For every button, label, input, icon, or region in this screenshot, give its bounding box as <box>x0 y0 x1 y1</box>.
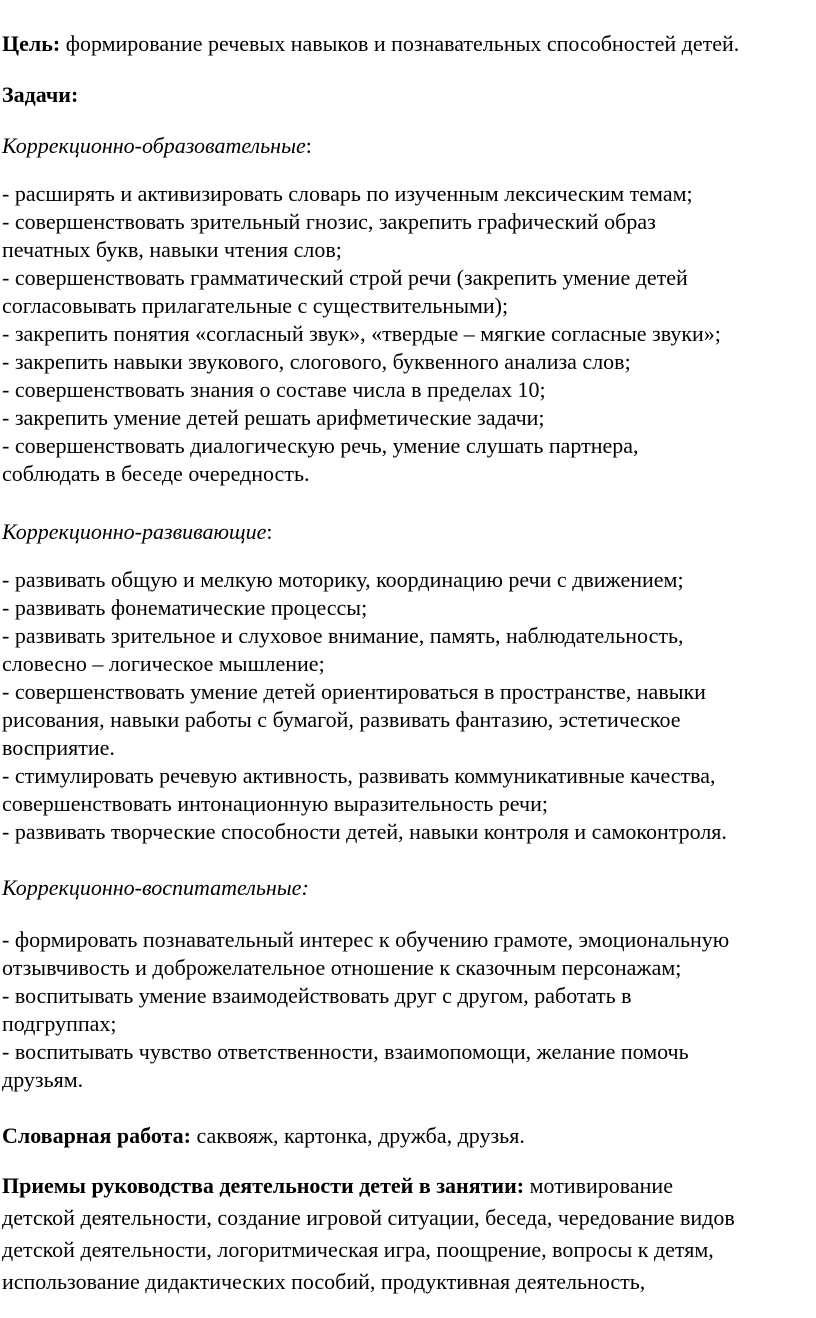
methods-label: Приемы руководства деятельности детей в занятии: <box>2 1173 525 1198</box>
list-item: - воспитывать чувство ответственности, взаимопомощи, желание помочь <box>2 1039 689 1064</box>
list-item: - стимулировать речевую активность, развивать коммуникативные качества, <box>2 763 716 788</box>
list-item: - закрепить навыки звукового, слогового, буквенного анализа слов; <box>2 349 631 374</box>
list-item: - совершенствовать умение детей ориентироваться в пространстве, навыки <box>2 679 706 704</box>
vocabulary-text: саквояж, картонка, дружба, друзья. <box>190 1123 525 1148</box>
correction-educational-heading-line <box>2 132 312 160</box>
list-item: печатных букв, навыки чтения слов; <box>2 237 342 262</box>
list-item: рисования, навыки работы с бумагой, развивать фантазию, эстетическое <box>2 707 681 732</box>
list-item: - совершенствовать знания о составе числа в пределах 10; <box>2 377 546 402</box>
list-item: - закрепить понятия «согласный звук», «твердые – мягкие согласные звуки»; <box>2 321 721 346</box>
goal-text: формирование речевых навыков и познавательных способностей детей. <box>60 31 740 56</box>
correction-educational-colon: : <box>305 133 312 158</box>
list-item: детской деятельности, создание игровой ситуации, беседа, чередование видов <box>2 1205 735 1230</box>
list-item: - закрепить умение детей решать арифметические задачи; <box>2 405 545 430</box>
list-item: отзывчивость и доброжелательное отношение к сказочным персонажам; <box>2 955 682 980</box>
methods-line <box>2 1172 673 1200</box>
list-item: восприятие. <box>2 735 115 760</box>
list-item: подгруппах; <box>2 1011 117 1036</box>
vocabulary-line <box>2 1122 525 1150</box>
list-item: - расширять и активизировать словарь по изученным лексическим темам; <box>2 181 693 206</box>
list-item: - совершенствовать диалогическую речь, умение слушать партнера, <box>2 433 639 458</box>
goal-line <box>2 30 739 58</box>
list-item: - воспитывать умение взаимодействовать друг с другом, работать в <box>2 983 632 1008</box>
list-item: детской деятельности, логоритмическая игра, поощрение, вопросы к детям, <box>2 1237 714 1262</box>
vocabulary-label: Словарная работа: <box>2 1123 191 1148</box>
methods-text: мотивирование <box>524 1173 673 1198</box>
list-item: - развивать фонематические процессы; <box>2 595 368 620</box>
list-item: - совершенствовать зрительный гнозис, закрепить графический образ <box>2 209 656 234</box>
correction-educational-heading: Коррекционно-образовательные <box>2 133 306 158</box>
list-item: соблюдать в беседе очередность. <box>2 461 310 486</box>
list-item: - развивать зрительное и слуховое внимание, память, наблюдательность, <box>2 623 684 648</box>
correction-developmental-heading: Коррекционно-развивающие <box>2 519 267 544</box>
list-item: - формировать познавательный интерес к обучению грамоте, эмоциональную <box>2 927 730 952</box>
goal-label: Цель: <box>2 31 61 56</box>
list-item: словесно – логическое мышление; <box>2 651 325 676</box>
list-item: - совершенствовать грамматический строй речи (закрепить умение детей <box>2 265 688 290</box>
list-item: - развивать творческие способности детей, навыки контроля и самоконтроля. <box>2 819 727 844</box>
list-item: - развивать общую и мелкую моторику, координацию речи с движением; <box>2 567 684 592</box>
list-item: друзьям. <box>2 1067 84 1092</box>
list-item: совершенствовать интонационную выразительность речи; <box>2 791 548 816</box>
list-item: использование дидактических пособий, продуктивная деятельность, <box>2 1269 646 1294</box>
list-item: согласовывать прилагательные с существительными); <box>2 293 509 318</box>
correction-upbringing-heading: Коррекционно-воспитательные: <box>2 875 309 900</box>
tasks-heading: Задачи: <box>2 82 79 107</box>
correction-developmental-colon: : <box>266 519 273 544</box>
correction-developmental-heading-line <box>2 518 273 546</box>
